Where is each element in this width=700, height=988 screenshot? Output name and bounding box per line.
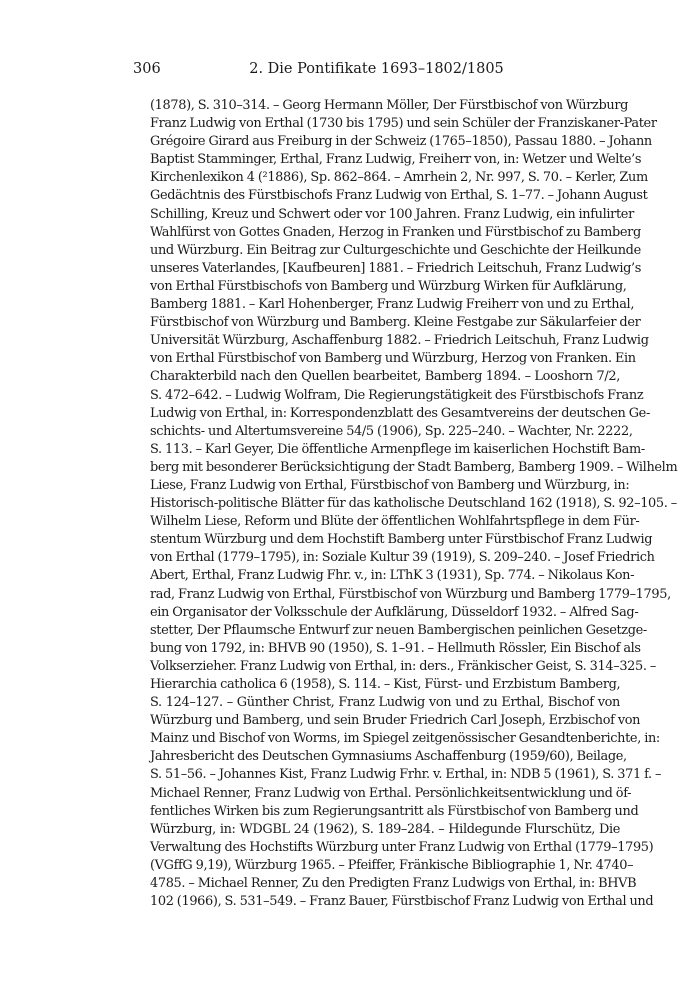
text-line: Kirchenlexikon 4 (²1886), Sp. 862–864. – Amrhein 2, Nr. 997, S. 70. – Kerler, Zum (150, 170, 648, 186)
text-line: S. 472–642. – Ludwig Wolfram, Die Regierungstätigkeit des Fürstbischofs Franz (150, 387, 644, 403)
text-line: rad, Franz Ludwig von Erthal, Fürstbischof von Würzburg und Bamberg 1779–1795, (150, 586, 671, 602)
text-line: Wahlfürst von Gottes Gnaden, Herzog in Franken und Fürstbischof zu Bamberg (150, 224, 641, 240)
text-line: Gedächtnis des Fürstbischofs Franz Ludwig von Erthal, S. 1–77. – Johann August (150, 188, 648, 204)
chapter-title: 2. Die Pontifikate 1693–1802/1805 (249, 61, 504, 77)
text-line: Franz Ludwig von Erthal (1730 bis 1795) und sein Schüler der Franziskaner-Pater (150, 116, 657, 132)
page-number: 306 (133, 61, 161, 77)
text-line: Historisch-politische Blätter für das katholische Deutschland 162 (1918), S. 92–105. – (150, 496, 677, 512)
text-line: stentum Würzburg und dem Hochstift Bamberg unter Fürstbischof Franz Ludwig (150, 532, 653, 548)
text-line: S. 124–127. – Günther Christ, Franz Ludwig von und zu Erthal, Bischof von (150, 695, 620, 711)
text-line: bung von 1792, in: BHVB 90 (1950), S. 1–91. – Hellmuth Rössler, Ein Bischof als (150, 640, 641, 656)
text-line: Mainz und Bischof von Worms, im Spiegel zeitgenössischer Gesandtenberichte, in: (150, 731, 660, 747)
text-line: Hierarchia catholica 6 (1958), S. 114. – Kist, Fürst- und Erzbistum Bamberg, (150, 677, 621, 692)
text-line: Charakterbild nach den Quellen bearbeitet, Bamberg 1894. – Looshorn 7/2, (150, 369, 620, 385)
text-line: S. 51–56. – Johannes Kist, Franz Ludwig Frhr. v. Erthal, in: NDB 5 (1961), S. 371 f. – (150, 767, 662, 783)
running-head (133, 61, 620, 81)
text-line: und Würzburg. Ein Beitrag zur Culturgeschichte und Geschichte der Heilkunde (150, 242, 641, 258)
text-line: Ludwig von Erthal, in: Korrespondenzblatt des Gesamtvereins der deutschen Ge- (150, 405, 650, 421)
text-line: Abert, Erthal, Franz Ludwig Fhr. v., in: LThK 3 (1931), Sp. 774. – Nikolaus Kon- (150, 568, 635, 584)
text-line: Universität Würzburg, Aschaffenburg 1882. – Friedrich Leitschuh, Franz Ludwig (150, 333, 649, 349)
text-line: Schilling, Kreuz und Schwert oder vor 100 Jahren. Franz Ludwig, ein infulirter (150, 206, 634, 222)
text-line: unseres Vaterlandes, [Kaufbeuren] 1881. – Friedrich Leitschuh, Franz Ludwig’s (150, 260, 642, 276)
text-line: Würzburg, in: WDGBL 24 (1962), S. 189–284. – Hildegunde Flurschütz, Die (150, 821, 620, 837)
text-line: (VGffG 9,19), Würzburg 1965. – Pfeiffer, Fränkische Bibliographie 1, Nr. 4740– (150, 857, 634, 873)
text-line: Michael Renner, Franz Ludwig von Erthal. Persönlichkeitsentwicklung und öf- (150, 785, 632, 801)
text-line: fentliches Wirken bis zum Regierungsantritt als Fürstbischof von Bamberg und (150, 803, 639, 819)
text-line: berg mit besonderer Berücksichtigung der Stadt Bamberg, Bamberg 1909. – Wilhelm (150, 459, 678, 475)
text-line: schichts- und Altertumsvereine 54/5 (1906), Sp. 225–240. – Wachter, Nr. 2222, (150, 423, 633, 439)
text-line: von Erthal Fürstbischofs von Bamberg und Würzburg Wirken für Aufklärung, (150, 278, 627, 294)
text-line: Fürstbischof von Würzburg und Bamberg. Kleine Festgabe zur Säkularfeier der (150, 315, 641, 331)
text-line: ein Organisator der Volksschule der Aufklärung, Düsseldorf 1932. – Alfred Sag- (150, 604, 639, 620)
text-line: Baptist Stamminger, Erthal, Franz Ludwig, Freiherr von, in: Wetzer und Welte’s (150, 152, 642, 168)
text-line: Würzburg und Bamberg, und sein Bruder Friedrich Carl Joseph, Erzbischof von (150, 713, 641, 729)
text-line: 4785. – Michael Renner, Zu den Predigten Franz Ludwigs von Erthal, in: BHVB (150, 876, 637, 892)
text-line: stetter, Der Pflaumsche Entwurf zur neuen Bambergischen peinlichen Gesetzge- (150, 622, 647, 638)
text-line: Wilhelm Liese, Reform und Blüte der öffentlichen Wohlfahrtspflege in dem Für- (150, 514, 640, 530)
text-line: S. 113. – Karl Geyer, Die öffentliche Armenpflege im kaiserlichen Hochstift Bam- (150, 441, 645, 457)
bibliography-text (150, 97, 678, 911)
text-line: Jahresbericht des Deutschen Gymnasiums Aschaffenburg (1959/60), Beilage, (150, 749, 627, 765)
text-line: Bamberg 1881. – Karl Hohenberger, Franz Ludwig Freiherr von und zu Erthal, (150, 297, 635, 313)
text-line: Liese, Franz Ludwig von Erthal, Fürstbischof von Bamberg und Würzburg, in: (150, 477, 630, 493)
text-line: Verwaltung des Hochstifts Würzburg unter Franz Ludwig von Erthal (1779–1795) (150, 839, 654, 855)
text-line: von Erthal Fürstbischof von Bamberg und Würzburg, Herzog von Franken. Ein (150, 351, 636, 367)
text-line: Volkserzieher. Franz Ludwig von Erthal, in: ders., Fränkischer Geist, S. 314–325. – (150, 658, 656, 674)
text-line: (1878), S. 310–314. – Georg Hermann Möller, Der Fürstbischof von Würzburg (150, 98, 629, 113)
text-line: von Erthal (1779–1795), in: Soziale Kultur 39 (1919), S. 209–240. – Josef Friedrich (150, 550, 655, 566)
text-line: 102 (1966), S. 531–549. – Franz Bauer, Fürstbischof Franz Ludwig von Erthal und (150, 894, 654, 910)
text-line: Grégoire Girard aus Freiburg in der Schweiz (1765–1850), Passau 1880. – Johann (150, 134, 652, 150)
